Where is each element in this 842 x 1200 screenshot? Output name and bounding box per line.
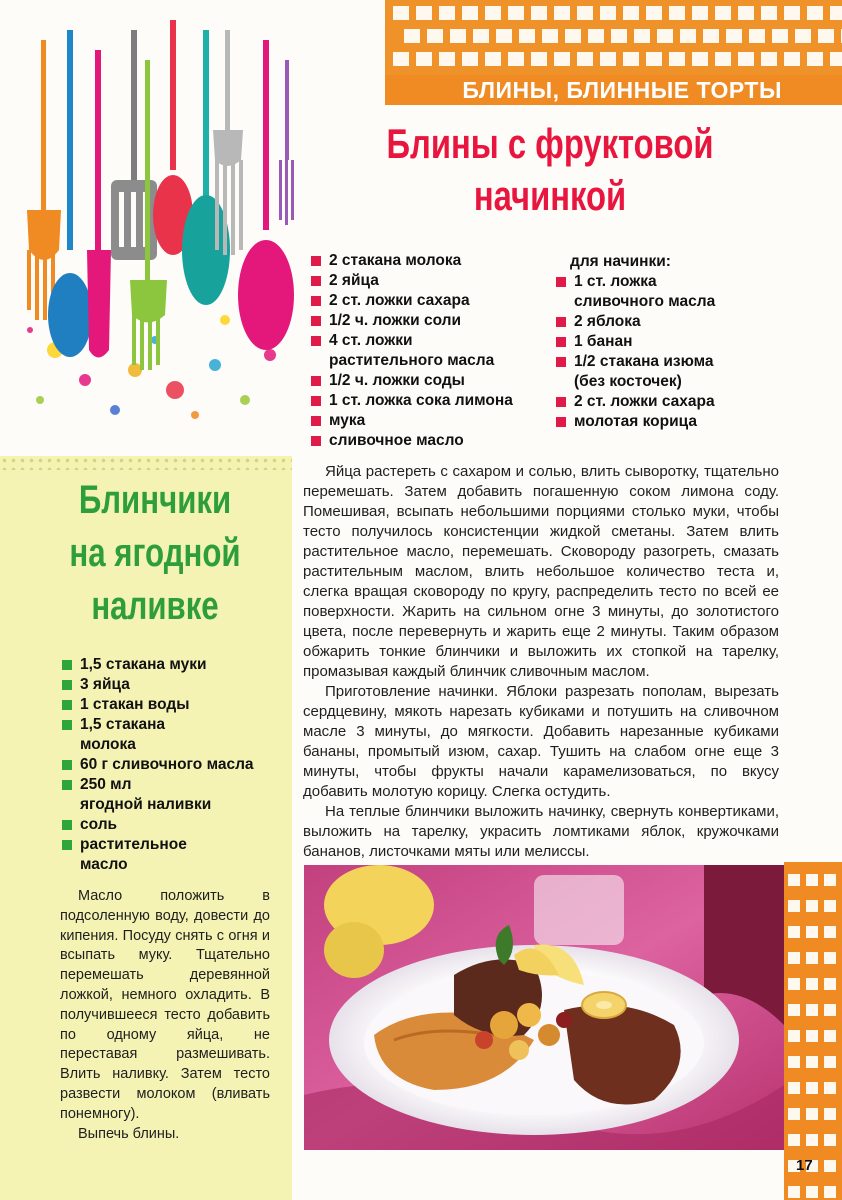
recipe2-title-line: на ягодной bbox=[69, 531, 241, 575]
paragraph: На теплые блинчики выложить начинку, свернуть конвертиками, выложить на тарелку, украсить ломтиками яблок, кружочками бананов, листочками мяты или мелиссы. bbox=[303, 803, 779, 860]
recipe2-title-line: наливке bbox=[91, 584, 219, 628]
list-item: сливочное масло bbox=[311, 431, 551, 451]
list-item: растительного масла bbox=[329, 352, 495, 369]
bullet-icon bbox=[311, 276, 321, 286]
list-item: молотая корица bbox=[556, 412, 756, 432]
bullet-icon bbox=[311, 316, 321, 326]
list-item: 1 стакан воды bbox=[62, 695, 282, 715]
page-number: 17 bbox=[796, 1157, 813, 1174]
list-item: масло bbox=[80, 856, 128, 873]
list-item: 1 ст. ложка сока лимона bbox=[311, 391, 551, 411]
bullet-icon bbox=[62, 840, 72, 850]
list-item: 2 ст. ложки сахара bbox=[311, 291, 551, 311]
header-checker-band bbox=[385, 0, 842, 75]
side-checker-strip bbox=[784, 862, 842, 1200]
bullet-icon bbox=[311, 396, 321, 406]
list-item: (без косточек) bbox=[574, 373, 682, 390]
recipe-title bbox=[386, 118, 714, 222]
list-item: 1,5 стакана bbox=[62, 715, 282, 735]
list-item: 1/2 стакана изюма bbox=[556, 352, 756, 372]
list-item: ягодной наливки bbox=[80, 796, 212, 813]
bullet-icon bbox=[62, 780, 72, 790]
list-item: 250 мл bbox=[62, 775, 282, 795]
ingredients-list bbox=[311, 251, 551, 451]
list-item: 1 ст. ложка bbox=[556, 272, 756, 292]
bullet-icon bbox=[556, 357, 566, 367]
bullet-icon bbox=[311, 336, 321, 346]
list-item: 4 ст. ложки bbox=[311, 331, 551, 351]
list-item: 2 стакана молока bbox=[311, 251, 551, 271]
list-item: молока bbox=[80, 736, 136, 753]
list-item: мука bbox=[311, 411, 551, 431]
list-item: 2 ст. ложки сахара bbox=[556, 392, 756, 412]
bullet-icon bbox=[556, 317, 566, 327]
recipe2-instructions bbox=[60, 887, 270, 1144]
section-label: БЛИНЫ, БЛИННЫЕ ТОРТЫ bbox=[462, 77, 782, 103]
list-item: растительное bbox=[62, 835, 282, 855]
list-item: 3 яйца bbox=[62, 675, 282, 695]
list-item: соль bbox=[62, 815, 282, 835]
list-item: 1/2 ч. ложки соли bbox=[311, 311, 551, 331]
bullet-icon bbox=[556, 417, 566, 427]
recipe2-title bbox=[65, 474, 244, 633]
bullet-icon bbox=[311, 376, 321, 386]
recipe-instructions bbox=[303, 462, 779, 862]
bullet-icon bbox=[62, 660, 72, 670]
filling-list bbox=[556, 252, 756, 432]
recipe-title-line: начинкой bbox=[473, 172, 627, 219]
bullet-icon bbox=[311, 436, 321, 446]
section-band bbox=[385, 75, 842, 105]
paragraph: Приготовление начинки. Яблоки разрезать пополам, вырезать сердцевину, мякоть нарезать кубиками и потушить на сливочном масле 3 минуты, до мягкости. Добавить нарезанные кубиками бананы, промытый изюм, сахар. Тушить на слабом огне еще 3 минуты, чтобы фрукты начали карамелизоваться, по вкусу добавить молотую корицу. Слегка остудить. bbox=[303, 683, 779, 800]
list-item: 1,5 стакана муки bbox=[62, 655, 282, 675]
recipe2-title-line: Блинчики bbox=[78, 478, 232, 522]
list-item: сливочного масла bbox=[574, 293, 716, 310]
bullet-icon bbox=[62, 700, 72, 710]
bullet-icon bbox=[311, 296, 321, 306]
paragraph: Яйца растереть с сахаром и солью, влить сыворотку, тщательно перемешать. Затем добавить погашенную соком лимона соду. Помешивая, всыпать небольшими порциями столько муки, чтобы тесто получилось консистенции жидкой сметаны. Затем влить растительное масло, перемешать. Сковороду разогреть, смазать растительным маслом, влить небольшое количество теста и, слегка вращая сковороду по кругу, распределить тесто по всей ее поверхности. Жарить на сильном огне 3 минуты, до золотистого цвета, после перевернуть и жарить еще 2 минуты. Таким образом обжарить тонкие блинчики и выложить их стопкой на тарелку, промазывая каждый блинчик сливочным маслом. bbox=[303, 463, 779, 680]
bullet-icon bbox=[311, 256, 321, 266]
bullet-icon bbox=[62, 820, 72, 830]
recipe2-ingredients-list bbox=[62, 655, 282, 875]
filling-header: для начинки: bbox=[570, 253, 671, 270]
pancakes-photo bbox=[304, 865, 784, 1150]
list-item: 2 яйца bbox=[311, 271, 551, 291]
bullet-icon bbox=[556, 277, 566, 287]
bullet-icon bbox=[62, 680, 72, 690]
list-item: 1 банан bbox=[556, 332, 756, 352]
bullet-icon bbox=[62, 760, 72, 770]
paragraph: Выпечь блины. bbox=[78, 1125, 180, 1142]
bullet-icon bbox=[62, 720, 72, 730]
list-item: 2 яблока bbox=[556, 312, 756, 332]
bullet-icon bbox=[556, 397, 566, 407]
utensils-illustration bbox=[15, 20, 315, 440]
list-item: 60 г сливочного масла bbox=[62, 755, 282, 775]
recipe-title-line: Блины с фруктовой bbox=[386, 120, 714, 167]
bullet-icon bbox=[311, 416, 321, 426]
paragraph: Масло положить в подсоленную воду, довести до кипения. Посуду снять с огня и всыпать муку. Тщательно перемешать деревянной ложкой, немного охладить. В получившееся тесто добавить по одному яйца, не переставая размешивать. Влить наливку. Затем тесто развести молоком (вливать понемногу). bbox=[60, 888, 270, 1122]
list-item: 1/2 ч. ложки соды bbox=[311, 371, 551, 391]
bullet-icon bbox=[556, 337, 566, 347]
